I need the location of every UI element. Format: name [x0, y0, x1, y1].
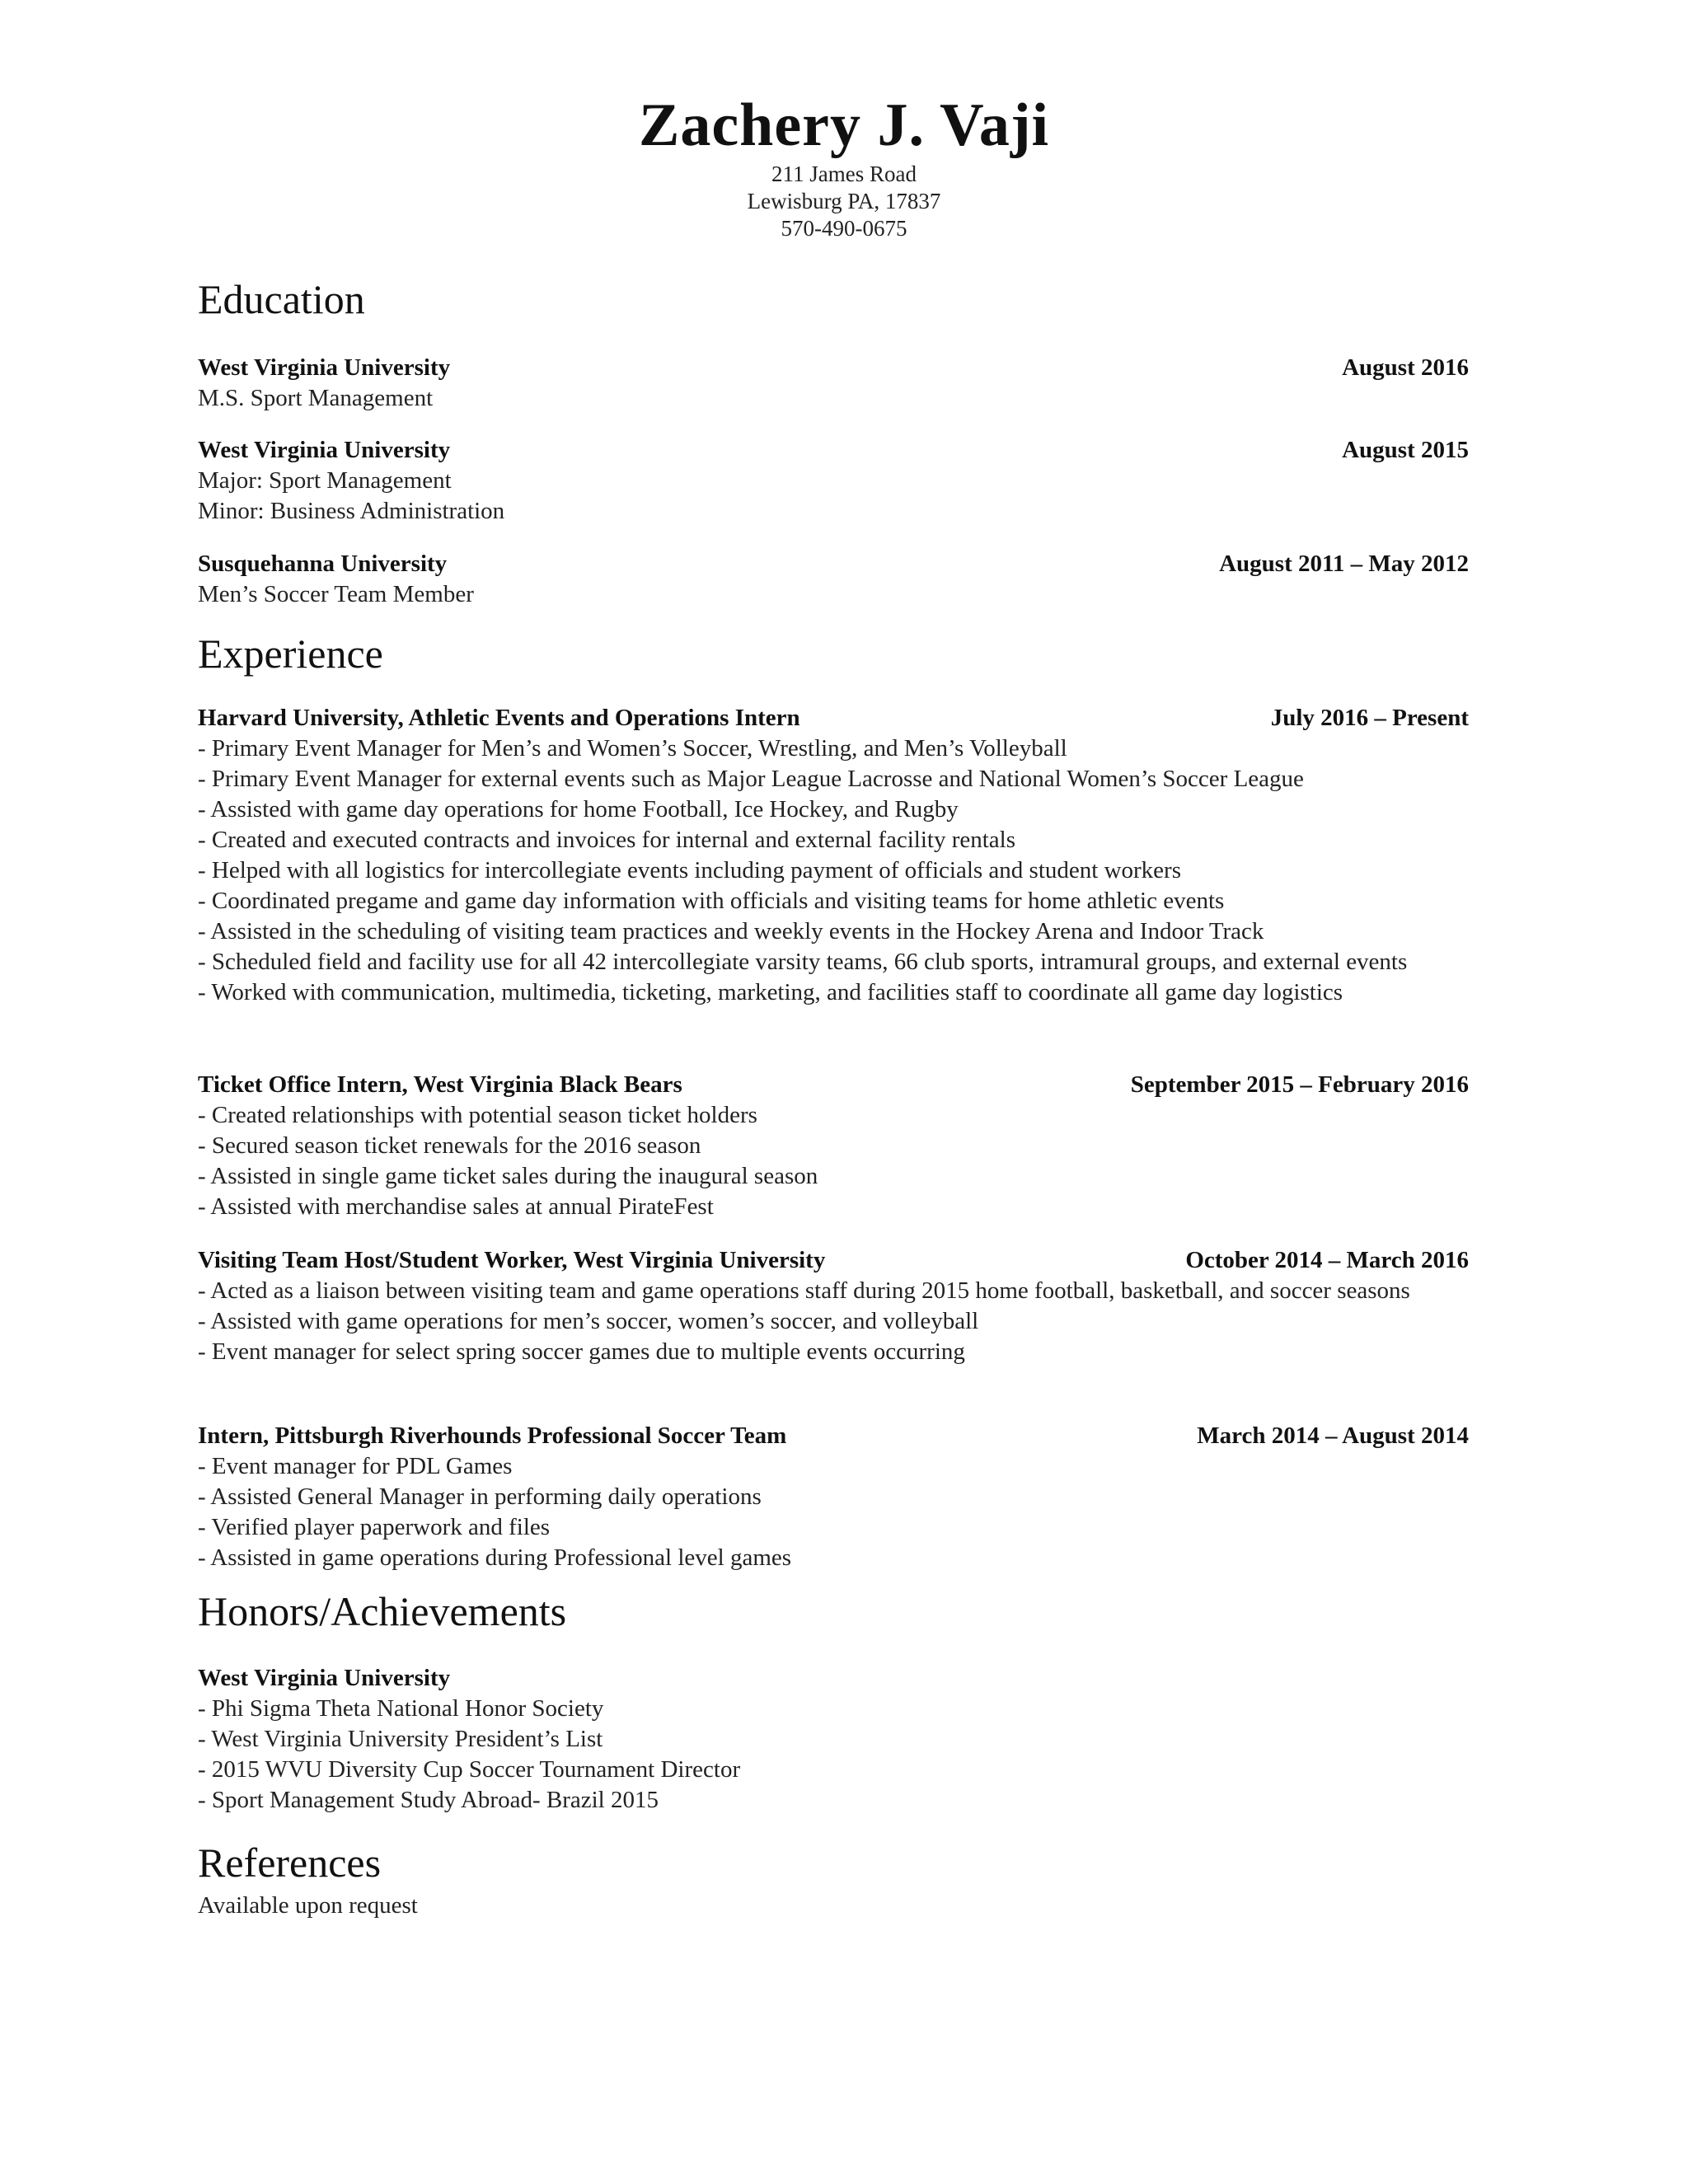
section-title-education: Education — [198, 276, 365, 322]
education-org: Susquehanna University — [198, 551, 448, 577]
education-detail: Minor: Business Administration — [198, 498, 505, 524]
experience-bullets — [198, 733, 1469, 1008]
list-item: - Phi Sigma Theta National Honor Society — [198, 1695, 604, 1722]
experience-role: Ticket Office Intern, West Virginia Black Bears — [198, 1071, 682, 1098]
education-detail: M.S. Sport Management — [198, 385, 434, 411]
address-line-1: 211 James Road — [771, 162, 917, 187]
list-item: - Helped with all logistics for intercollegiate events including payment of officials and student workers — [198, 857, 1181, 883]
experience-entry — [198, 1245, 1469, 1367]
list-item: - Assisted in the scheduling of visiting team practices and weekly events in the Hockey Arena and Indoor Track — [198, 918, 1264, 944]
experience-entry — [198, 703, 1469, 1008]
list-item: - Assisted with game day operations for home Football, Ice Hockey, and Rugby — [198, 796, 959, 823]
education-org: West Virginia University — [198, 354, 451, 381]
resume-header — [0, 91, 1688, 242]
experience-entry — [198, 1421, 1469, 1573]
references-text: Available upon request — [198, 1892, 418, 1919]
list-item: - Primary Event Manager for Men’s and Women’s Soccer, Wrestling, and Men’s Volleyball — [198, 735, 1067, 762]
section-title-experience: Experience — [198, 630, 383, 677]
experience-role: Intern, Pittsburgh Riverhounds Professional Soccer Team — [198, 1422, 787, 1449]
list-item: - Event manager for PDL Games — [198, 1453, 513, 1479]
experience-bullets — [198, 1100, 1469, 1222]
experience-date: October 2014 – March 2016 — [1185, 1247, 1469, 1273]
list-item: - Secured season ticket renewals for the 2016 season — [198, 1132, 701, 1159]
list-item: - Scheduled field and facility use for all 42 intercollegiate varsity teams, 66 club sports, intramural groups, and external events — [198, 949, 1408, 975]
list-item: - Sport Management Study Abroad- Brazil 2015 — [198, 1787, 659, 1813]
list-item: - West Virginia University President’s List — [198, 1726, 603, 1752]
list-item: - Assisted in single game ticket sales during the inaugural season — [198, 1163, 818, 1189]
list-item: - Worked with communication, multimedia, ticketing, marketing, and facilities staff to coordinate all game day logistics — [198, 979, 1343, 1005]
list-item: - Primary Event Manager for external events such as Major League Lacrosse and National Women’s Soccer League — [198, 766, 1304, 792]
list-item: - Event manager for select spring soccer games due to multiple events occurring — [198, 1338, 965, 1365]
list-item: - Created and executed contracts and invoices for internal and external facility rentals — [198, 827, 1016, 853]
education-detail: Men’s Soccer Team Member — [198, 581, 474, 607]
education-entry — [198, 435, 1469, 527]
list-item: - Acted as a liaison between visiting team and game operations staff during 2015 home football, basketball, and soccer seasons — [198, 1277, 1410, 1304]
experience-role: Visiting Team Host/Student Worker, West Virginia University — [198, 1247, 826, 1273]
list-item: - Assisted with merchandise sales at annual PirateFest — [198, 1193, 714, 1220]
address-line-2: Lewisburg PA, 17837 — [747, 189, 941, 214]
education-detail: Major: Sport Management — [198, 467, 452, 494]
experience-date: March 2014 – August 2014 — [1197, 1422, 1469, 1449]
experience-date: September 2015 – February 2016 — [1130, 1071, 1469, 1098]
list-item: - Assisted General Manager in performing daily operations — [198, 1483, 762, 1510]
references-entry — [198, 1891, 1469, 1921]
section-title-references: References — [198, 1840, 382, 1886]
honors-org: West Virginia University — [198, 1665, 451, 1691]
honors-entry — [198, 1663, 1469, 1816]
education-date: August 2016 — [1342, 354, 1469, 381]
list-item: - Assisted in game operations during Professional level games — [198, 1544, 792, 1571]
phone-number: 570-490-0675 — [781, 216, 907, 241]
list-item: - Verified player paperwork and files — [198, 1514, 551, 1540]
education-date: August 2015 — [1342, 437, 1469, 463]
section-title-honors: Honors/Achievements — [198, 1588, 567, 1634]
list-item: - 2015 WVU Diversity Cup Soccer Tournament Director — [198, 1756, 741, 1783]
experience-entry — [198, 1070, 1469, 1222]
education-org: West Virginia University — [198, 437, 451, 463]
experience-bullets — [198, 1276, 1469, 1367]
education-entry — [198, 549, 1469, 610]
candidate-name: Zachery J. Vaji — [638, 91, 1050, 159]
education-entry — [198, 353, 1469, 414]
list-item: - Created relationships with potential season ticket holders — [198, 1102, 757, 1128]
experience-bullets — [198, 1451, 1469, 1573]
education-date: August 2011 – May 2012 — [1219, 551, 1469, 577]
experience-role: Harvard University, Athletic Events and Operations Intern — [198, 705, 800, 731]
list-item: - Coordinated pregame and game day information with officials and visiting teams for home athletic events — [198, 888, 1225, 914]
experience-date: July 2016 – Present — [1270, 705, 1469, 731]
honors-bullets — [198, 1694, 1469, 1816]
list-item: - Assisted with game operations for men’s soccer, women’s soccer, and volleyball — [198, 1308, 979, 1334]
